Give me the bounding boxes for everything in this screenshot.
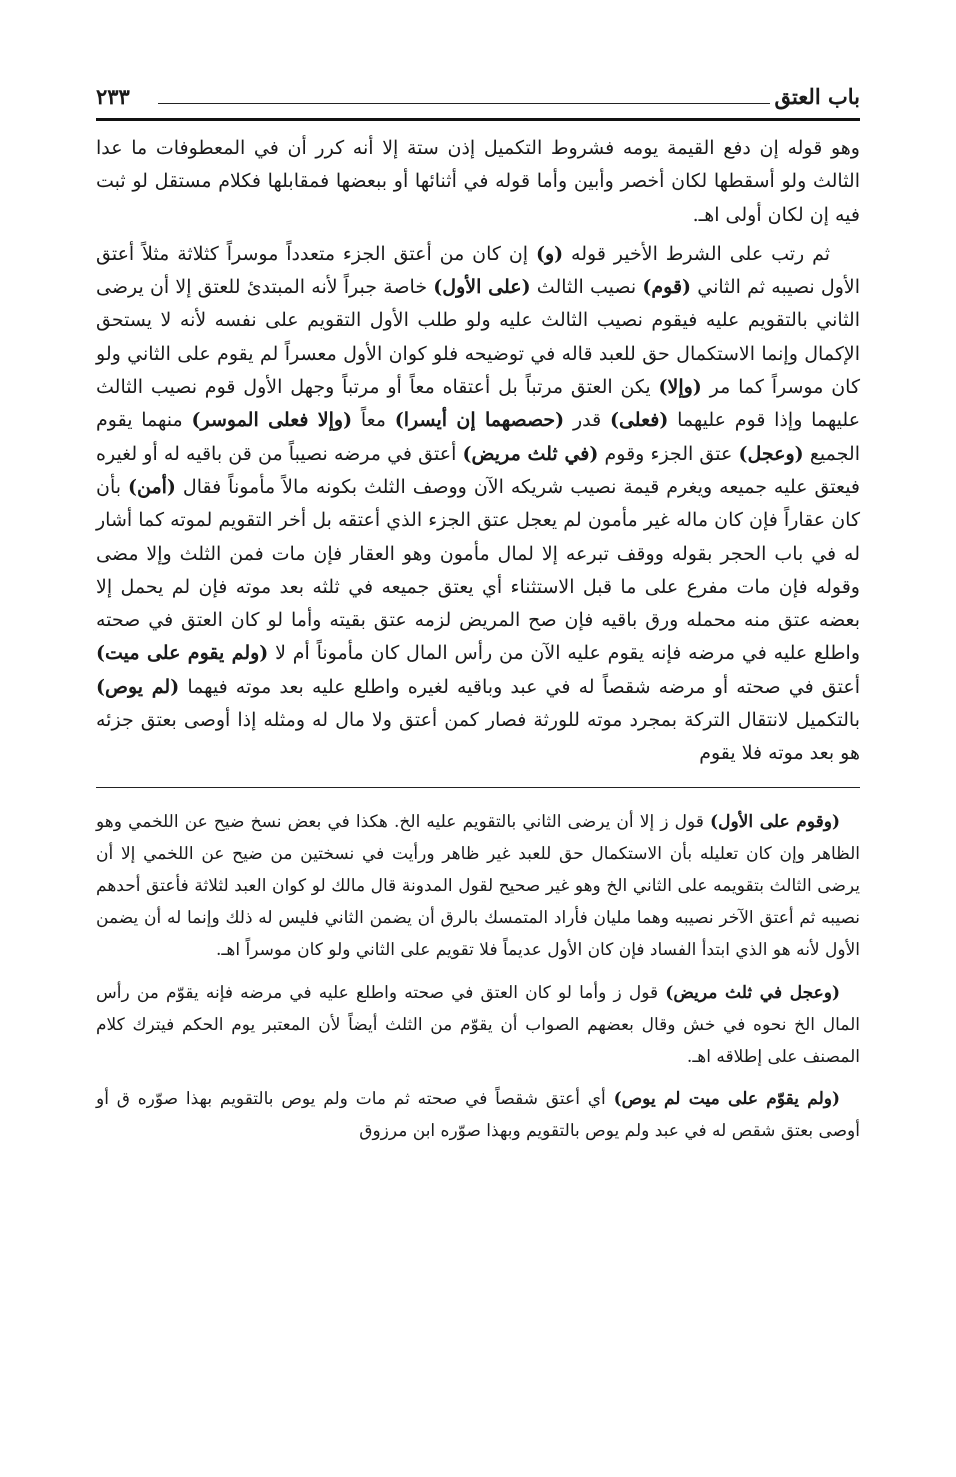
footnote-lemma: (وقوم على الأول): [710, 811, 840, 832]
text-span: ثم رتب على الشرط الأخير قوله: [563, 242, 831, 265]
text-span: أعتق في صحته أو مرضه شقصاً له في عبد وباقيه لغيره واطلع عليه بعد موته فيهما: [179, 675, 860, 698]
footnote-3: [96, 1083, 860, 1147]
footnote-lemma: (ولم يقوّم على ميت لم يوص): [613, 1089, 840, 1110]
footnote-text: قول ز وأما لو كان العتق في صحته واطلع عليه في مرضه فإنه يقوّم من رأس المال الخ نحوه في خش وقال بعضهم الصواب أن يقوّم من الثلث أيضاً لأن المعتبر يوم الحكم فيترك كلام المصنف على إطلاقه اهـ.: [96, 982, 860, 1068]
matn-quote: (وعجل): [738, 442, 804, 465]
footnote-2: [96, 977, 860, 1074]
main-paragraph-2: [96, 238, 860, 771]
footnote-separator: [96, 787, 860, 788]
text-span: أعتق في مرضه نصيباً من قن باقيه له أو لغيره فيعتق عليه جميعه ويغرم قيمة نصيب شريكه الآن ووصف الثلث بكونه مالاً مأموناً فقال: [96, 442, 861, 498]
matn-quote: (في ثلث مريض): [462, 442, 599, 465]
footnote-lemma: (وعجل في ثلث مريض): [665, 982, 840, 1003]
text-span: بأن كان عقاراً فإن كان ماله غير مأمون لم يعجل عتق الجزء الذي أعتقه بل أخر التقويم لموته كما أشار له في باب الحجر بقوله ووقف تبرعه إلا لمال مأمون وهو العقار فإن مات فمن الثلث وإلا مضى وقوله فإن مات مفرع على ما قبل الاستثناء أي يعتق جميعه في ثلثه بعد موته فإن لم يحمل إلا بعضه عتق منه محمله ورق باقيه فإن صح المريض لزمه عتق بقيته وأما لو كان العتق في صحته واطلع عليه في مرضه فإنه يقوم عليه الآن من رأس المال كان مأموناً أم لا: [96, 475, 861, 665]
text-span: قدر: [564, 409, 610, 432]
text-span: منهما يقوم الجميع: [96, 409, 860, 465]
matn-quote: (لم يوص): [96, 675, 180, 698]
text-span: معاً: [352, 409, 395, 432]
main-text: [96, 132, 860, 771]
matn-quote: (فعلى): [609, 409, 669, 432]
header-thick-rule: [96, 118, 860, 121]
matn-quote: (و): [535, 242, 564, 265]
matn-quote: (قوم): [642, 276, 692, 299]
chapter-title: باب العتق: [774, 84, 860, 109]
main-paragraph-1: وهو قوله إن دفع القيمة يومه فشروط التكميل إذن ستة إلا أنه كرر أن في المعطوفات ما عدا الثالث ولو أسقطها لكان أخصر وأبين وأما قوله في أثنائها أو ببعضها فمقابلها فكلام مستقل لو ثبت فيه إن لكان أولى اهـ.: [96, 137, 860, 226]
footnotes: [96, 806, 860, 1148]
running-header: [96, 80, 860, 116]
footnote-text: قول ز إلا أن يرضى الثاني بالتقويم عليه الخ. هكذا في بعض نسخ ضيح عن اللخمي وهو الظاهر وإن كان تعليله بأن الاستكمال حق للعبد غير ظاهر ورأيت في نسختين من ضيح عن اللخمي إلا أن يرضى الثالث بتقويمه على الثاني الخ وهو غير صحيح لقول المدونة قال مالك لو كوان العبد لثلاثة فأعتق أحدهم نصيبه ثم أعتق الآخر نصيبه وهما مليان فأراد المتمسك بالرق أن يضمن الثاني فليس له ذلك وإنما له أن يضمن الأول لأنه هو الذي ابتدأ الفساد فإن كان الأول عديماً فلا تقويم على الثاني ولو كان موسراً اهـ.: [96, 811, 860, 961]
matn-quote: (حصصهما إن أيسرا): [394, 409, 565, 432]
matn-quote: (أمن): [128, 475, 176, 498]
text-span: خاصة جبراً لأنه المبتدئ للعتق إلا أن يرضى الثاني بالتقويم عليه فيقوم نصيب الثالث عليه ولو طلب الأول التقويم على نفسه لأنه لا يستحق الإكمال وإنما الاستكمال حق للعبد قاله في توضيحه فلو كوان الأول معسراً لم يقوم على الثاني ولو كان موسراً كما مر: [96, 276, 860, 399]
book-page: [96, 80, 860, 1158]
page-number: ٢٣٣: [96, 84, 130, 109]
matn-quote: (وإلا فعلى الموسر): [191, 409, 353, 432]
text-span: بالتكميل لانتقال التركة بمجرد موته للورثة فصار كمن أعتق ولا مال له ومثله إذا أوصى بعتق جزئه هو بعد موته فلا يقوم: [96, 709, 860, 765]
text-span: نصيب الثالث: [530, 276, 643, 299]
matn-quote: (وإلا): [658, 376, 702, 399]
text-span: يكن العتق مرتباً بل أعتقاه معاً أو مرتباً وجهل الأول قوم نصيب الثالث عليهما وإذا قوم عليهما: [96, 376, 861, 432]
text-span: عتق الجزء وقوم: [598, 442, 739, 465]
footnote-text: أي أعتق شقصاً في صحته ثم مات ولم يوص بالتقويم بهذا صوّره ق أو أوصى بعتق شقص له في عبد ولم يوص بالتقويم وبهذا صوّره ابن مرزوق: [96, 1089, 860, 1142]
footnote-1: [96, 806, 860, 967]
matn-quote: (على الأول): [433, 276, 531, 299]
matn-quote: (ولم يقوم على ميت): [96, 642, 269, 665]
header-rule: [158, 103, 770, 104]
text-span: إن كان من أعتق الجزء متعدداً موسراً كثلاثة مثلاً أعتق الأول نصيبه ثم الثاني: [96, 242, 861, 299]
